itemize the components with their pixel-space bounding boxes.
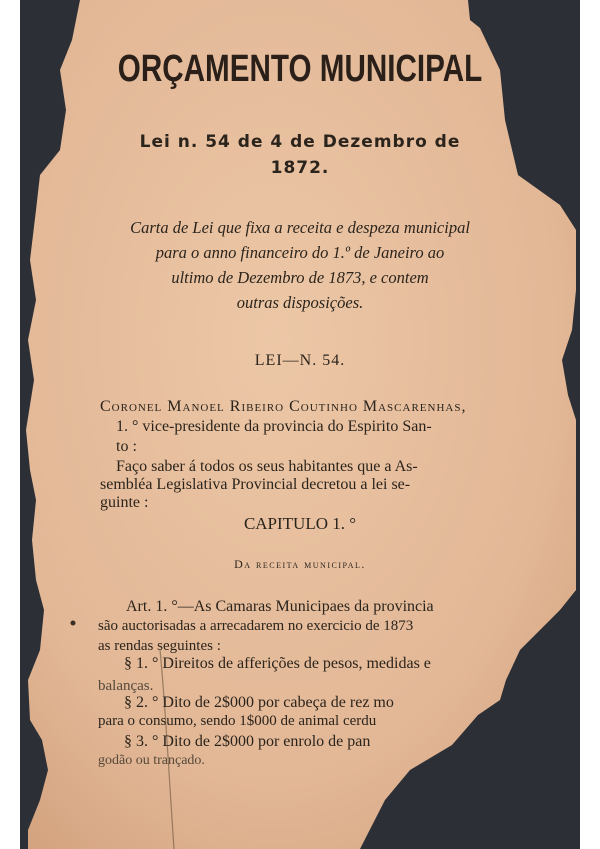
article-line-7: para o consumo, sendo 1$000 de animal cerdu (98, 713, 377, 729)
article-line-5: balanças. (98, 678, 154, 694)
law-number: LEI—N. 54. (254, 352, 346, 369)
article-line-8: § 3. ° Dito de 2$000 por enrolo de pan (124, 733, 371, 750)
subtitle-line-2: para o anno financeiro do 1.º de Janeiro ao (155, 243, 445, 262)
preamble-line-3: to : (116, 438, 137, 455)
article-line-3: as rendas seguintes : (98, 638, 221, 654)
preamble-line-5: sembléa Legislativa Provincial decretou a lei se- (100, 476, 411, 493)
section-heading: Da receita municipal. (234, 557, 366, 571)
page-title: ORÇAMENTO MUNICIPAL (117, 48, 483, 90)
preamble-line-1: Coronel Manoel Ribeiro Coutinho Mascarenhas, (100, 398, 467, 415)
law-heading-line-2: 1872. (270, 158, 330, 178)
preamble-line-6: guinte : (100, 494, 149, 511)
article-line-9: godão ou trançado. (98, 753, 205, 768)
article-line-2: são auctorisadas a arrecadarem no exercicio de 1873 (98, 618, 414, 634)
preamble-line-4: Faço saber á todos os seus habitantes que a As- (116, 458, 418, 475)
article-line-6: § 2. ° Dito de 2$000 por cabeça de rez mo (124, 694, 394, 711)
subtitle-line-4: outras disposições. (236, 293, 364, 312)
subtitle-line-3: ultimo de Dezembro de 1873, e contem (171, 268, 429, 287)
chapter-heading: CAPITULO 1. ° (243, 514, 357, 533)
article-line-4: § 1. ° Direitos de afferições de pesos, medidas e (124, 655, 431, 672)
law-heading-line-1: Lei n. 54 de 4 de Dezembro de (139, 132, 461, 152)
article-line-1: Art. 1. °—As Camaras Municipaes da provincia (126, 598, 434, 615)
preamble-line-2: 1. ° vice-presidente da provincia do Espirito San- (116, 418, 432, 435)
subtitle-line-1: Carta de Lei que fixa a receita e despeza municipal (130, 218, 470, 237)
